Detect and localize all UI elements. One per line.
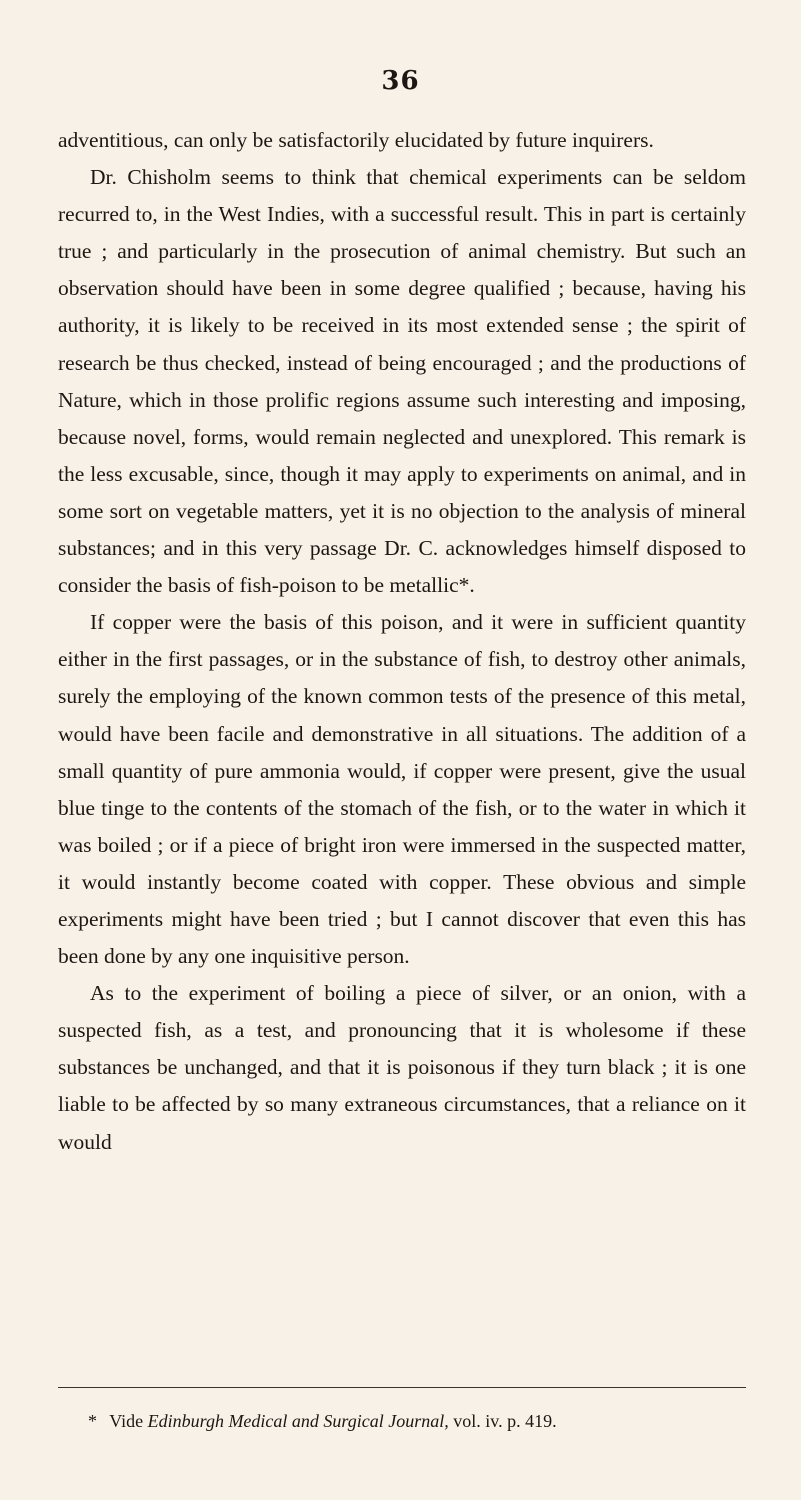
body-text xyxy=(58,122,746,1161)
footnote-journal-title: Edinburgh Medical and Surgical Journal, xyxy=(147,1411,449,1431)
page-number: 36 xyxy=(381,66,420,96)
paragraph-2: Dr. Chisholm seems to think that chemical experiments can be seldom recurred to, in the West Indies, with a successful result. This in part is certainly true ; and particularly in the prosecution of animal chemistry. But such an observation should have been in some degree qualified ; because, having his authority, it is likely to be received in its most extended sense ; the spirit of research be thus checked, instead of being encouraged ; and the productions of Nature, which in those prolific regions assume such interesting and imposing, because novel, forms, would remain neglected and unexplored. This remark is the less excusable, since, though it may apply to experiments on animal, and in some sort on vegetable matters, yet it is no objection to the analysis of mineral substances; and in this very passage Dr. C. acknowledges himself disposed to consider the basis of fish-poison to be metallic*. xyxy=(58,165,746,598)
footnote xyxy=(88,1409,768,1433)
paragraph-4: As to the experiment of boiling a piece of silver, or an onion, with a suspected fish, as a test, and pronouncing that it is wholesome if these substances be unchanged, and that it is poisonous if they turn black ; it is one liable to be affected by so many extraneous circumstances, that a reliance on it would xyxy=(58,981,746,1154)
footnote-reference: vol. iv. p. 419. xyxy=(453,1411,557,1431)
footnote-prefix: Vide xyxy=(109,1411,144,1431)
paragraph-1: adventitious, can only be satisfactorily elucidated by future inquirers. xyxy=(58,128,654,152)
footnote-mark: * xyxy=(88,1411,97,1431)
paragraph-3: If copper were the basis of this poison, and it were in sufficient quantity either in the first passages, or in the substance of fish, to destroy other animals, surely the employing of the known common tests of the presence of this metal, would have been facile and demonstrative in all situations. The addition of a small quantity of pure ammonia would, if copper were present, give the usual blue tinge to the contents of the stomach of the fish, or to the water in which it was boiled ; or if a piece of bright iron were immersed in the suspected matter, it would instantly become coated with copper. These obvious and simple experiments might have been tried ; but I cannot discover that even this has been done by any one inquisitive person. xyxy=(58,610,746,969)
footnote-divider xyxy=(58,1387,746,1388)
